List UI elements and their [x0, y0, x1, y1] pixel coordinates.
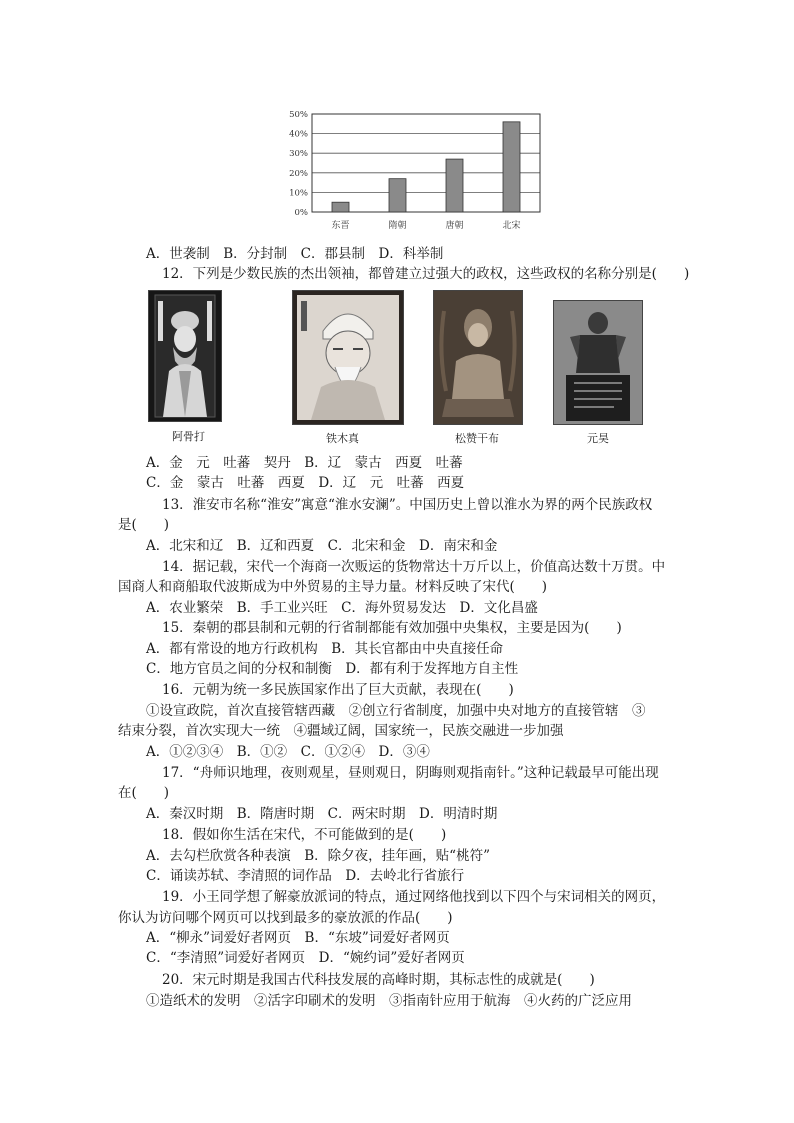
y-tick-label: 0% — [294, 208, 308, 218]
y-tick-label: 20% — [289, 168, 308, 179]
bar-chart — [278, 108, 548, 236]
q18-options-ab: A．去勾栏欣赏各种表演 B．除夕夜，挂年画，贴“桃符” — [146, 848, 490, 864]
portrait-songtsen-gampo — [433, 290, 523, 425]
x-tick-label: 唐朝 — [445, 221, 464, 231]
q16-stem: 16．元朝为统一多民族国家作出了巨大贡献，表现在( ) — [162, 682, 514, 698]
bar-chart-svg — [278, 108, 548, 236]
q16-options: A．①②③④ B．①② C．①②④ D．③④ — [146, 744, 430, 760]
q14-options: A．农业繁荣 B．手工业兴旺 C．海外贸易发达 D．文化昌盛 — [146, 600, 538, 616]
q20-stem: 20．宋元时期是我国古代科技发展的高峰时期，其标志性的成就是( ) — [162, 972, 595, 988]
q16-items-1: ①设宣政院，首次直接管辖西藏 ②创立行省制度，加强中央对地方的直接管辖 ③ — [146, 703, 646, 719]
y-tick-label: 50% — [289, 110, 308, 120]
q20-items: ①造纸术的发明 ②活字印刷术的发明 ③指南针应用于航海 ④火药的广泛应用 — [146, 993, 632, 1009]
caption-songtsen-gampo: 松赞干布 — [455, 432, 499, 445]
q17-stem-1: 17．“舟师识地理，夜则观星，昼则观日，阴晦则观指南针。”这种记载最早可能出现 — [162, 765, 659, 781]
q14-stem-1: 14．据记载，宋代一个海商一次贩运的货物常达十万斤以上，价值高达数十万贯。中 — [162, 559, 666, 575]
q15-options-ab: A．都有常设的地方行政机构 B．其长官都由中央直接任命 — [146, 641, 504, 657]
y-tick-label: 30% — [289, 149, 308, 160]
portrait-temujin — [292, 290, 404, 425]
x-tick-label: 北宋 — [502, 221, 521, 231]
bar — [389, 179, 406, 212]
portrait-aguda — [148, 290, 222, 422]
x-tick-label: 隋朝 — [388, 221, 407, 231]
q18-stem: 18．假如你生活在宋代，不可能做到的是( ) — [162, 827, 447, 843]
q19-stem-1: 19．小王同学想了解豪放派词的特点，通过网络他找到以下四个与宋词相关的网页， — [162, 889, 666, 905]
q12-options-ab: A．金 元 吐蕃 契丹 B．辽 蒙古 西夏 吐蕃 — [146, 455, 463, 471]
q17-options: A．秦汉时期 B．隋唐时期 C．两宋时期 D．明清时期 — [146, 806, 498, 822]
caption-yuanhao: 元昊 — [587, 432, 609, 445]
q17-stem-2: 在( ) — [118, 785, 170, 801]
x-tick-label: 东晋 — [331, 221, 350, 231]
q13-options: A．北宋和辽 B．辽和西夏 C．北宋和金 D．南宋和金 — [146, 538, 498, 554]
q12-stem: 12．下列是少数民族的杰出领袖，都曾建立过强大的政权，这些政权的名称分别是( ) — [162, 266, 690, 282]
q13-stem-2: 是( ) — [118, 517, 170, 533]
q12-options-cd: C．金 蒙古 吐蕃 西夏 D．辽 元 吐蕃 西夏 — [146, 475, 465, 491]
bar — [332, 202, 349, 212]
y-tick-label: 10% — [289, 188, 308, 199]
q19-stem-2: 你认为访问哪个网页可以找到最多的豪放派的作品( ) — [118, 910, 453, 926]
q15-stem: 15．秦朝的郡县制和元朝的行省制都能有效加强中央集权，主要是因为( ) — [162, 620, 622, 636]
q16-items-2: 结束分裂，首次实现大一统 ④疆域辽阔，国家统一，民族交融进一步加强 — [118, 723, 564, 739]
y-tick-label: 40% — [289, 129, 308, 140]
q11-options: A．世袭制 B．分封制 C．郡县制 D．科举制 — [146, 246, 444, 262]
q19-options-cd: C．“李清照”词爱好者网页 D．“婉约词”爱好者网页 — [146, 950, 465, 966]
portrait-yuanhao — [553, 300, 643, 425]
caption-temujin: 铁木真 — [326, 432, 359, 445]
q15-options-cd: C．地方官员之间的分权和制衡 D．都有利于发挥地方自主性 — [146, 661, 519, 677]
bar — [446, 159, 463, 212]
q13-stem-1: 13．淮安市名称“淮安”寓意“淮水安澜”。中国历史上曾以淮水为界的两个民族政权 — [162, 497, 653, 513]
q19-options-ab: A．“柳永”词爱好者网页 B．“东坡”词爱好者网页 — [146, 930, 450, 946]
bar — [503, 122, 520, 212]
q18-options-cd: C．诵读苏轼、李清照的词作品 D．去岭北行省旅行 — [146, 868, 465, 884]
caption-aguda: 阿骨打 — [172, 430, 205, 443]
q14-stem-2: 国商人和商船取代波斯成为中外贸易的主导力量。材料反映了宋代( ) — [118, 579, 548, 595]
